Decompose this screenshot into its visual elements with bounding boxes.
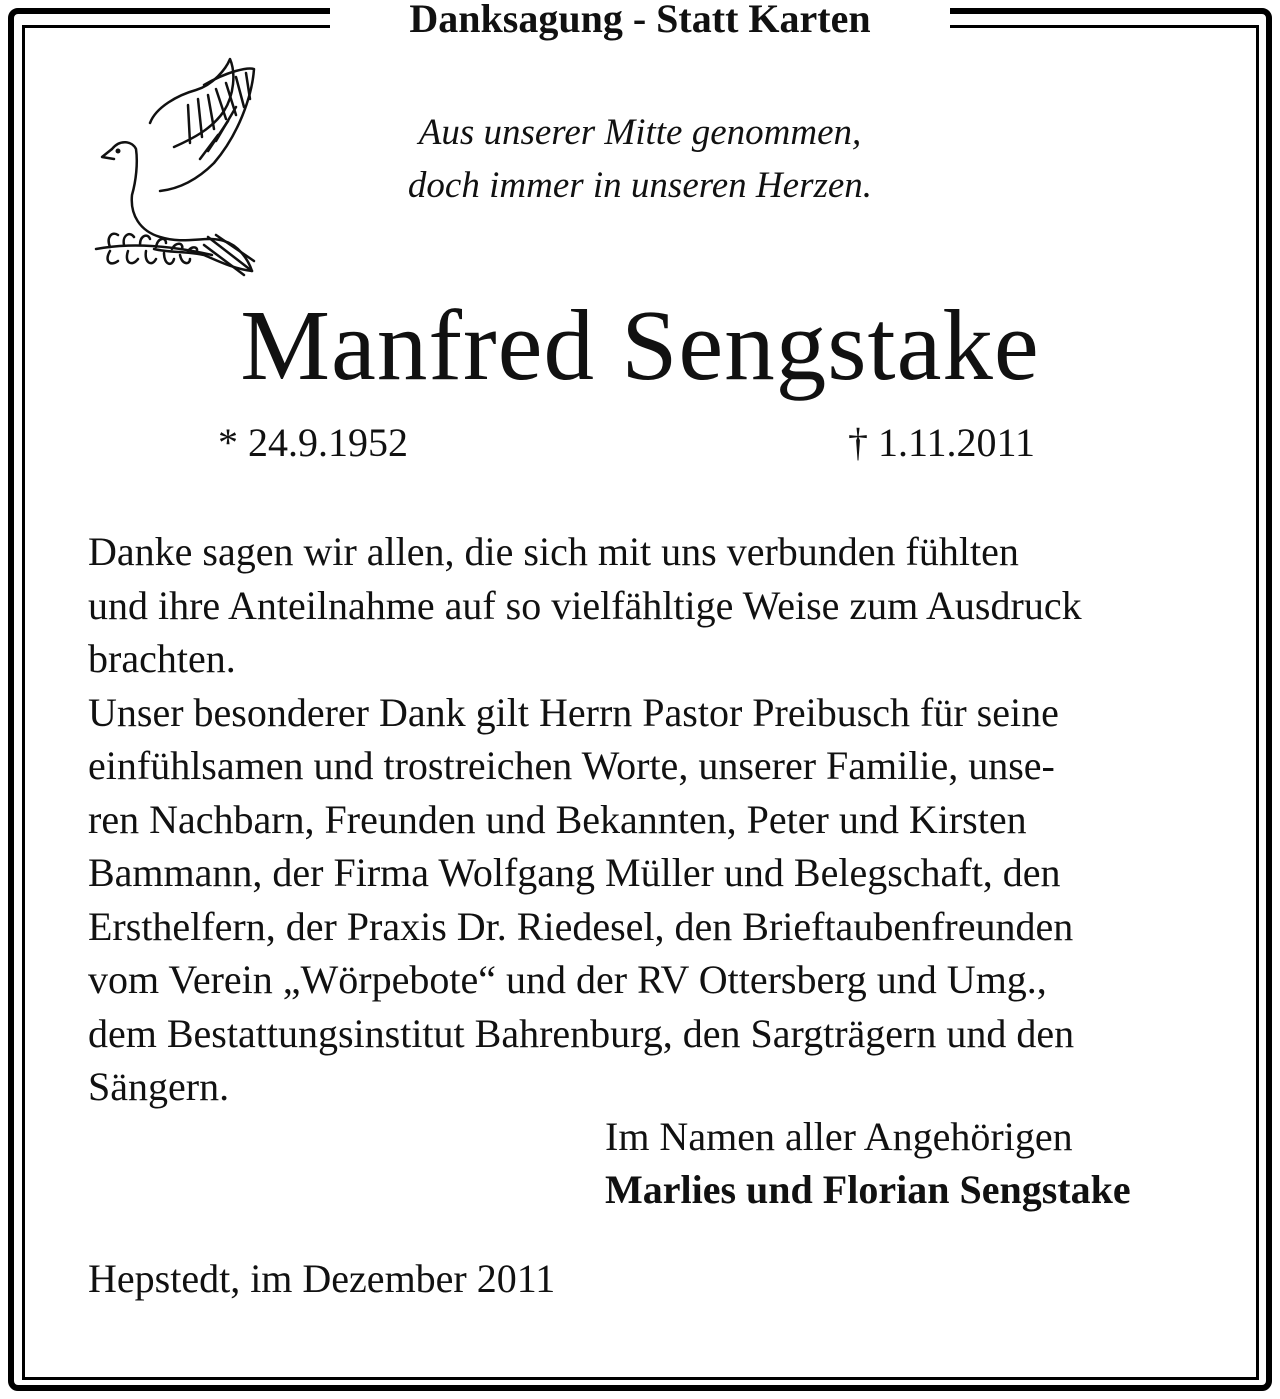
thanks-line: Unser besonderer Dank gilt Herrn Pastor Preibusch für seine xyxy=(88,689,1059,735)
thanks-line: Sängern. xyxy=(88,1064,230,1109)
motto-line-2: doch immer in unseren Herzen. xyxy=(407,165,873,206)
thanks-line: vom Verein „Wörpebote“ und der RV Ottersberg und Umg., xyxy=(88,957,1047,1002)
death-date: † 1.11.2011 xyxy=(848,420,1036,465)
thanks-line: brachten. xyxy=(88,636,236,681)
deceased-name: Manfred Sengstake xyxy=(240,289,1040,401)
motto-line-1: Aus unserer Mitte genommen, xyxy=(418,112,862,153)
thanks-line: dem Bestattungsinstitut Bahrenburg, den Sargträgern und den xyxy=(88,1010,1075,1056)
dove-with-olive-branch-icon xyxy=(88,55,260,285)
signature-intro: Im Namen aller Angehörigen xyxy=(605,1114,1073,1159)
signature-names: Marlies und Florian Sengstake xyxy=(605,1167,1131,1212)
thanks-text xyxy=(88,525,1228,1114)
motto xyxy=(300,106,980,212)
thanks-line: Ersthelfern, der Praxis Dr. Riedesel, den Brieftaubenfreunden xyxy=(88,903,1074,949)
birth-date: * 24.9.1952 xyxy=(218,420,408,465)
place-date: Hepstedt, im Dezember 2011 xyxy=(88,1256,556,1301)
thanks-line: Bammann, der Firma Wolfgang Müller und Belegschaft, den xyxy=(88,850,1061,895)
header-title: Danksagung - Statt Karten xyxy=(330,0,950,42)
thanks-line: ren Nachbarn, Freunden und Bekannten, Peter und Kirsten xyxy=(88,796,1027,842)
thanks-line: und ihre Anteilnahme auf so vielfähltige Weise zum Ausdruck xyxy=(88,582,1082,628)
thanks-line: einfühlsamen und trostreichen Worte, unserer Familie, unse- xyxy=(88,743,1055,788)
thanks-line: Danke sagen wir allen, die sich mit uns verbunden fühlten xyxy=(88,529,1019,574)
